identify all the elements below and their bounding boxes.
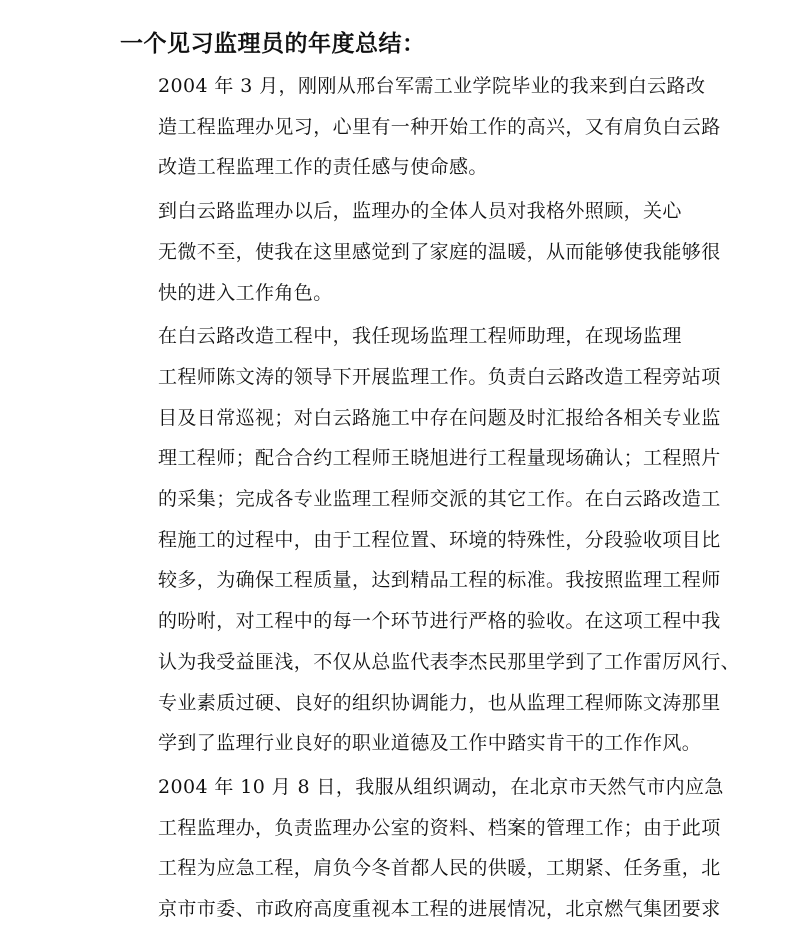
text-line: 工程师陈文涛的领导下开展监理工作。负责白云路改造工程旁站项	[158, 365, 721, 388]
text-line: 到白云路监理办以后，监理办的全体人员对我格外照顾，关心	[158, 200, 682, 223]
text-line: 造工程监理办见习，心里有一种开始工作的高兴，又有肩负白云路	[158, 115, 721, 138]
text-line: 快的进入工作角色。	[158, 281, 333, 304]
text-line: 改造工程监理工作的责任感与使命感。	[158, 156, 488, 179]
text-line: 工程监理办，负责监理办公室的资料、档案的管理工作；由于此项	[158, 816, 721, 839]
text-line: 2004 年 10 月 8 日，我服从组织调动，在北京市天然气市内应急	[158, 775, 724, 798]
text-line: 目及日常巡视；对白云路施工中存在问题及时汇报给各相关专业监	[158, 406, 721, 429]
document-title: 一个见习监理员的年度总结：	[120, 31, 426, 57]
text-line: 的采集；完成各专业监理工程师交派的其它工作。在白云路改造工	[158, 488, 721, 511]
paragraph	[120, 191, 721, 313]
text-line: 京市市委、市政府高度重视本工程的进展情况，北京燃气集团要求	[158, 898, 721, 921]
text-line: 认为我受益匪浅，不仅从总监代表李杰民那里学到了工作雷厉风行、	[158, 650, 741, 673]
document-body	[120, 66, 741, 930]
paragraph	[120, 66, 721, 188]
text-line: 无微不至，使我在这里感觉到了家庭的温暖，从而能够使我能够很	[158, 240, 721, 263]
text-line: 专业素质过硬、良好的组织协调能力，也从监理工程师陈文涛那里	[158, 691, 721, 714]
text-line: 的吩咐，对工程中的每一个环节进行严格的验收。在这项工程中我	[158, 610, 721, 633]
text-line: 在白云路改造工程中，我任现场监理工程师助理，在现场监理	[158, 325, 682, 348]
text-line: 理工程师；配合合约工程师王晓旭进行工程量现场确认；工程照片	[158, 447, 721, 470]
text-line: 学到了监理行业良好的职业道德及工作中踏实肯干的工作作风。	[158, 732, 702, 755]
paragraph	[120, 316, 741, 764]
text-line: 程施工的过程中，由于工程位置、环境的特殊性，分段验收项目比	[158, 528, 721, 551]
text-line: 工程为应急工程，肩负今冬首都人民的供暖，工期紧、任务重，北	[158, 857, 721, 880]
text-line: 2004 年 3 月，刚刚从邢台军需工业学院毕业的我来到白云路改	[158, 75, 706, 97]
paragraph	[120, 767, 724, 930]
text-line: 较多，为确保工程质量，达到精品工程的标准。我按照监理工程师	[158, 569, 721, 592]
